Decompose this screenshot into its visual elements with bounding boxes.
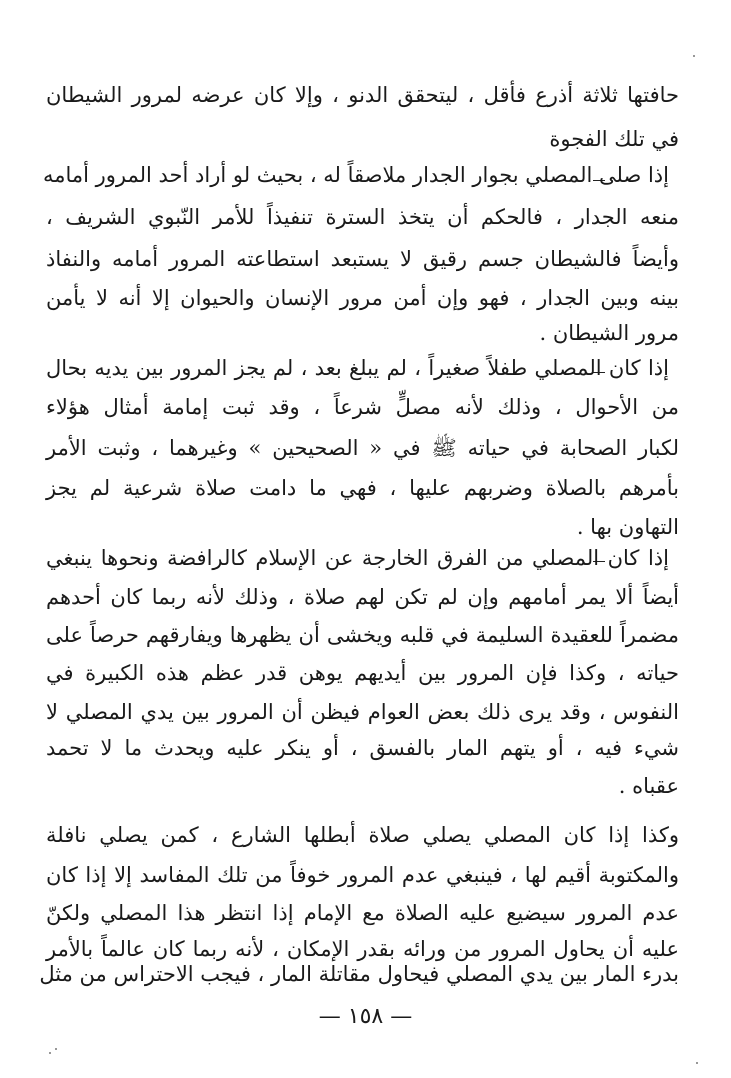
text-line-10: لكبار الصحابة في حياته ﷺ في « الصحيحين » وغيرهما ، وثبت الأمر	[46, 436, 679, 460]
text-line-16: حياته ، وكذا فإن المرور بين أيديهم يوهن قدر عظم هذه الكبيرة في	[46, 661, 679, 685]
text-line-7: مرور الشيطان .	[539, 321, 679, 345]
text-line-3: إذا صلى المصلي بجوار الجدار ملاصقاً له ، بحيث لو أراد أحد المرور أمامه	[42, 163, 669, 187]
text-line-15: مضمراً للعقيدة السليمة في قلبه ويخشى أن يظهرها ويفارقهم حرصاً على	[46, 623, 679, 647]
scan-speck	[55, 1048, 57, 1050]
text-line-22: عدم المرور سيضيع عليه الصلاة مع الإمام إذا انتظر هذا المصلي ولكنّ	[46, 901, 679, 925]
text-line-19: عقباه .	[618, 774, 679, 798]
scan-speck	[693, 55, 695, 57]
text-line-23: عليه أن يحاول المرور من ورائه بقدر الإمكان ، لأنه ربما كان عالماً بالأمر	[46, 937, 679, 961]
text-line-20: وكذا إذا كان المصلي يصلي صلاة أبطلها الشارع ، كمن يصلي نافلة	[46, 823, 679, 847]
text-line-21: والمكتوبة أقيم لها ، فينبغي عدم المرور خوفاً من تلك المفاسد إلا إذا كان	[46, 863, 679, 887]
text-line-9: من الأحوال ، وذلك لأنه مصلٍّ شرعاً ، وقد ثبت إمامة أمثال هؤلاء	[46, 395, 679, 419]
text-line-5: وأيضاً فالشيطان جسم رقيق لا يستبعد استطاعته المرور أمامه والنفاذ	[46, 247, 679, 271]
text-line-18: شيء فيه ، أو يتهم المار بالفسق ، أو ينكر عليه ويحدث ما لا تحمد	[46, 736, 680, 760]
text-line-1: حافتها ثلاثة أذرع فأقل ، ليتحقق الدنو ، وإلا كان عرضه لمرور الشيطان	[46, 83, 679, 107]
text-line-13: إذا كان المصلي من الفرق الخارجة عن الإسلام كالرافضة ونحوها ينبغي	[46, 546, 669, 570]
text-line-4: منعه الجدار ، فالحكم أن يتخذ السترة تنفيذاً للأمر النّبوي الشريف ،	[46, 205, 679, 229]
scan-speck	[49, 1052, 51, 1054]
text-line-14: أيضاً ألا يمر أمامهم وإن لم تكن لهم صلاة ، وذلك لأنه ربما كان أحدهم	[46, 585, 679, 609]
text-line-6: بينه وبين الجدار ، فهو وإن أمن مرور الإنسان والحيوان إلا أنه لا يأمن	[46, 286, 679, 310]
scan-speck	[696, 1062, 698, 1064]
text-line-11: بأمرهم بالصلاة وضربهم عليها ، فهي ما دامت صلاة شرعية لم يجز	[46, 476, 679, 500]
text-line-12: التهاون بها .	[576, 515, 679, 539]
text-line-17: النفوس ، وقد يرى ذلك بعض العوام فيظن أن المرور بين يدي المصلي لا	[46, 700, 679, 724]
text-line-2: في تلك الفجوة	[549, 127, 679, 151]
text-line-8: إذا كان المصلي طفلاً صغيراً ، لم يبلغ بعد ، لم يجز المرور بين يديه بحال	[46, 356, 669, 380]
page-number: — ١٥٨ —	[318, 1004, 413, 1029]
text-line-24: بدرء المار بين يدي المصلي فيحاول مقاتلة المار ، فيجب الاحتراس من مثل	[39, 962, 679, 986]
